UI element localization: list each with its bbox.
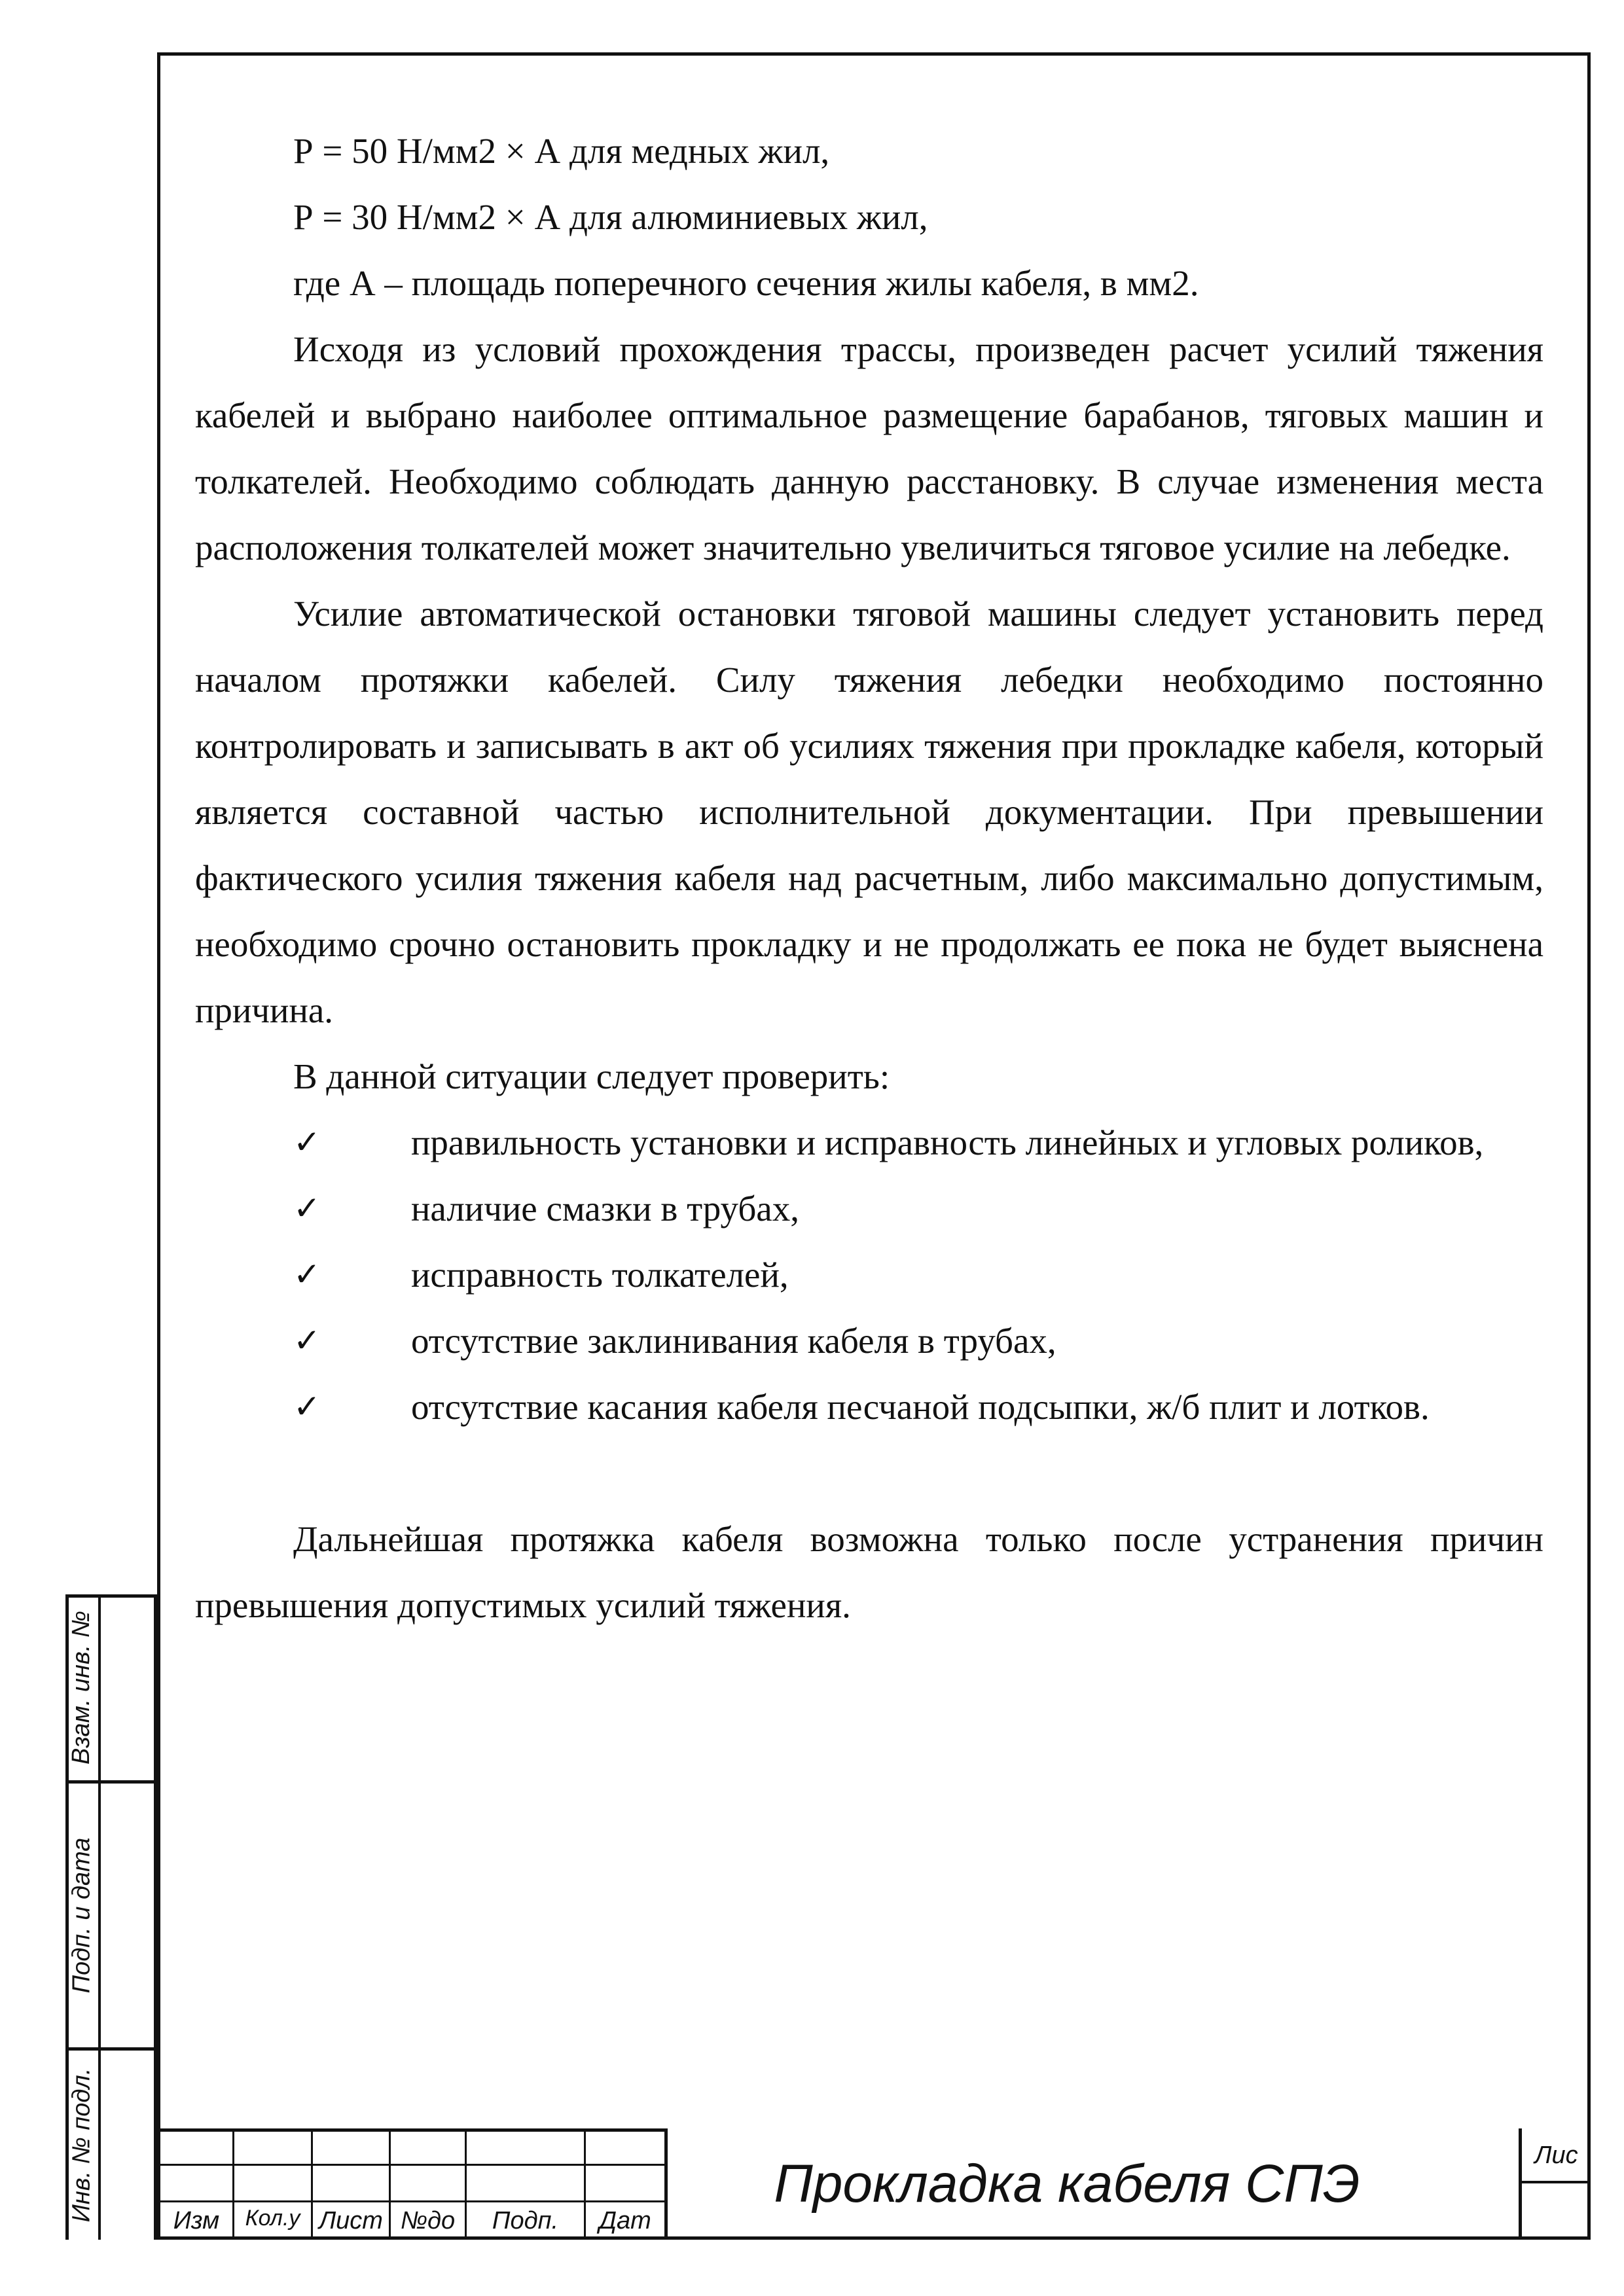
stamp-col-izm: Изм [173, 2207, 220, 2234]
check-icon: ✓ [293, 1388, 321, 1426]
checklist [195, 1109, 1543, 1440]
sheet-label: Лис [1534, 2142, 1578, 2169]
stamp-col-podp: Подп. [492, 2207, 559, 2234]
check-icon: ✓ [293, 1255, 321, 1293]
check-icon: ✓ [293, 1189, 321, 1227]
podp-label: Подп. и дата [67, 1837, 96, 1994]
paragraph: Дальнейшая протяжка кабеля возможна только после устранения причин превышения допустимых усилий тяжения. [195, 1519, 1543, 1625]
title-block [157, 2128, 1591, 2240]
vzam-label: Взам. инв. № [67, 1610, 96, 1765]
checklist-item: ✓ отсутствие заклинивания кабеля в трубах, [195, 1308, 1543, 1374]
stamp-col-date: Дат [599, 2207, 651, 2234]
checklist-item: ✓ правильность установки и исправность линейных и угловых роликов, [195, 1109, 1543, 1175]
side-strip [65, 1594, 157, 2240]
stamp-col-ndoc: №до [400, 2207, 456, 2234]
formula-copper: Р = 50 Н/мм2 × А для медных жил, [293, 131, 830, 171]
podp-cell [65, 1784, 157, 2047]
spacer [195, 1440, 1543, 1506]
check-icon: ✓ [293, 1123, 321, 1161]
inv-label: Инв. № подл. [67, 2068, 96, 2223]
checklist-item: ✓ наличие смазки в трубах, [195, 1175, 1543, 1242]
check-icon: ✓ [293, 1321, 321, 1359]
stamp-col-list: Лист [319, 2207, 383, 2234]
document-body [195, 118, 1543, 1638]
stamp-col-kol: Кол.у [245, 2206, 300, 2231]
checklist-item: ✓ отсутствие касания кабеля песчаной подсыпки, ж/б плит и лотков. [195, 1374, 1543, 1440]
document-title: Прокладка кабеля СПЭ [774, 2154, 1360, 2214]
vzam-cell [65, 1594, 157, 1780]
paragraph: Исходя из условий прохождения трассы, произведен расчет усилий тяжения кабелей и выбрано наиболее оптимальное размещение барабанов, тяговых машин и толкателей. Необходимо соблюдать данную расстановку. В случае изменения места расположения толкателей может значительно увеличиться тяговое усилие на лебедке. [195, 329, 1543, 567]
formula-aluminium: Р = 30 Н/мм2 × А для алюминиевых жил, [293, 197, 928, 237]
formula-where: где А – площадь поперечного сечения жилы кабеля, в мм2. [293, 263, 1199, 303]
paragraph: В данной ситуации следует проверить: [293, 1056, 890, 1096]
checklist-item: ✓ исправность толкателей, [195, 1242, 1543, 1308]
inv-cell [65, 2051, 157, 2240]
paragraph: Усилие автоматической остановки тяговой машины следует установить перед началом протяжки кабелей. Силу тяжения лебедки необходимо постоянно контролировать и записывать в акт об усилиях тяжения при прокладке кабеля, который является составной частью исполнительной документации. При превышении фактического усилия тяжения кабеля над расчетным, либо максимально допустимым, необходимо срочно остановить прокладку и не продолжать ее пока не будет выяснена причина. [195, 594, 1543, 1030]
